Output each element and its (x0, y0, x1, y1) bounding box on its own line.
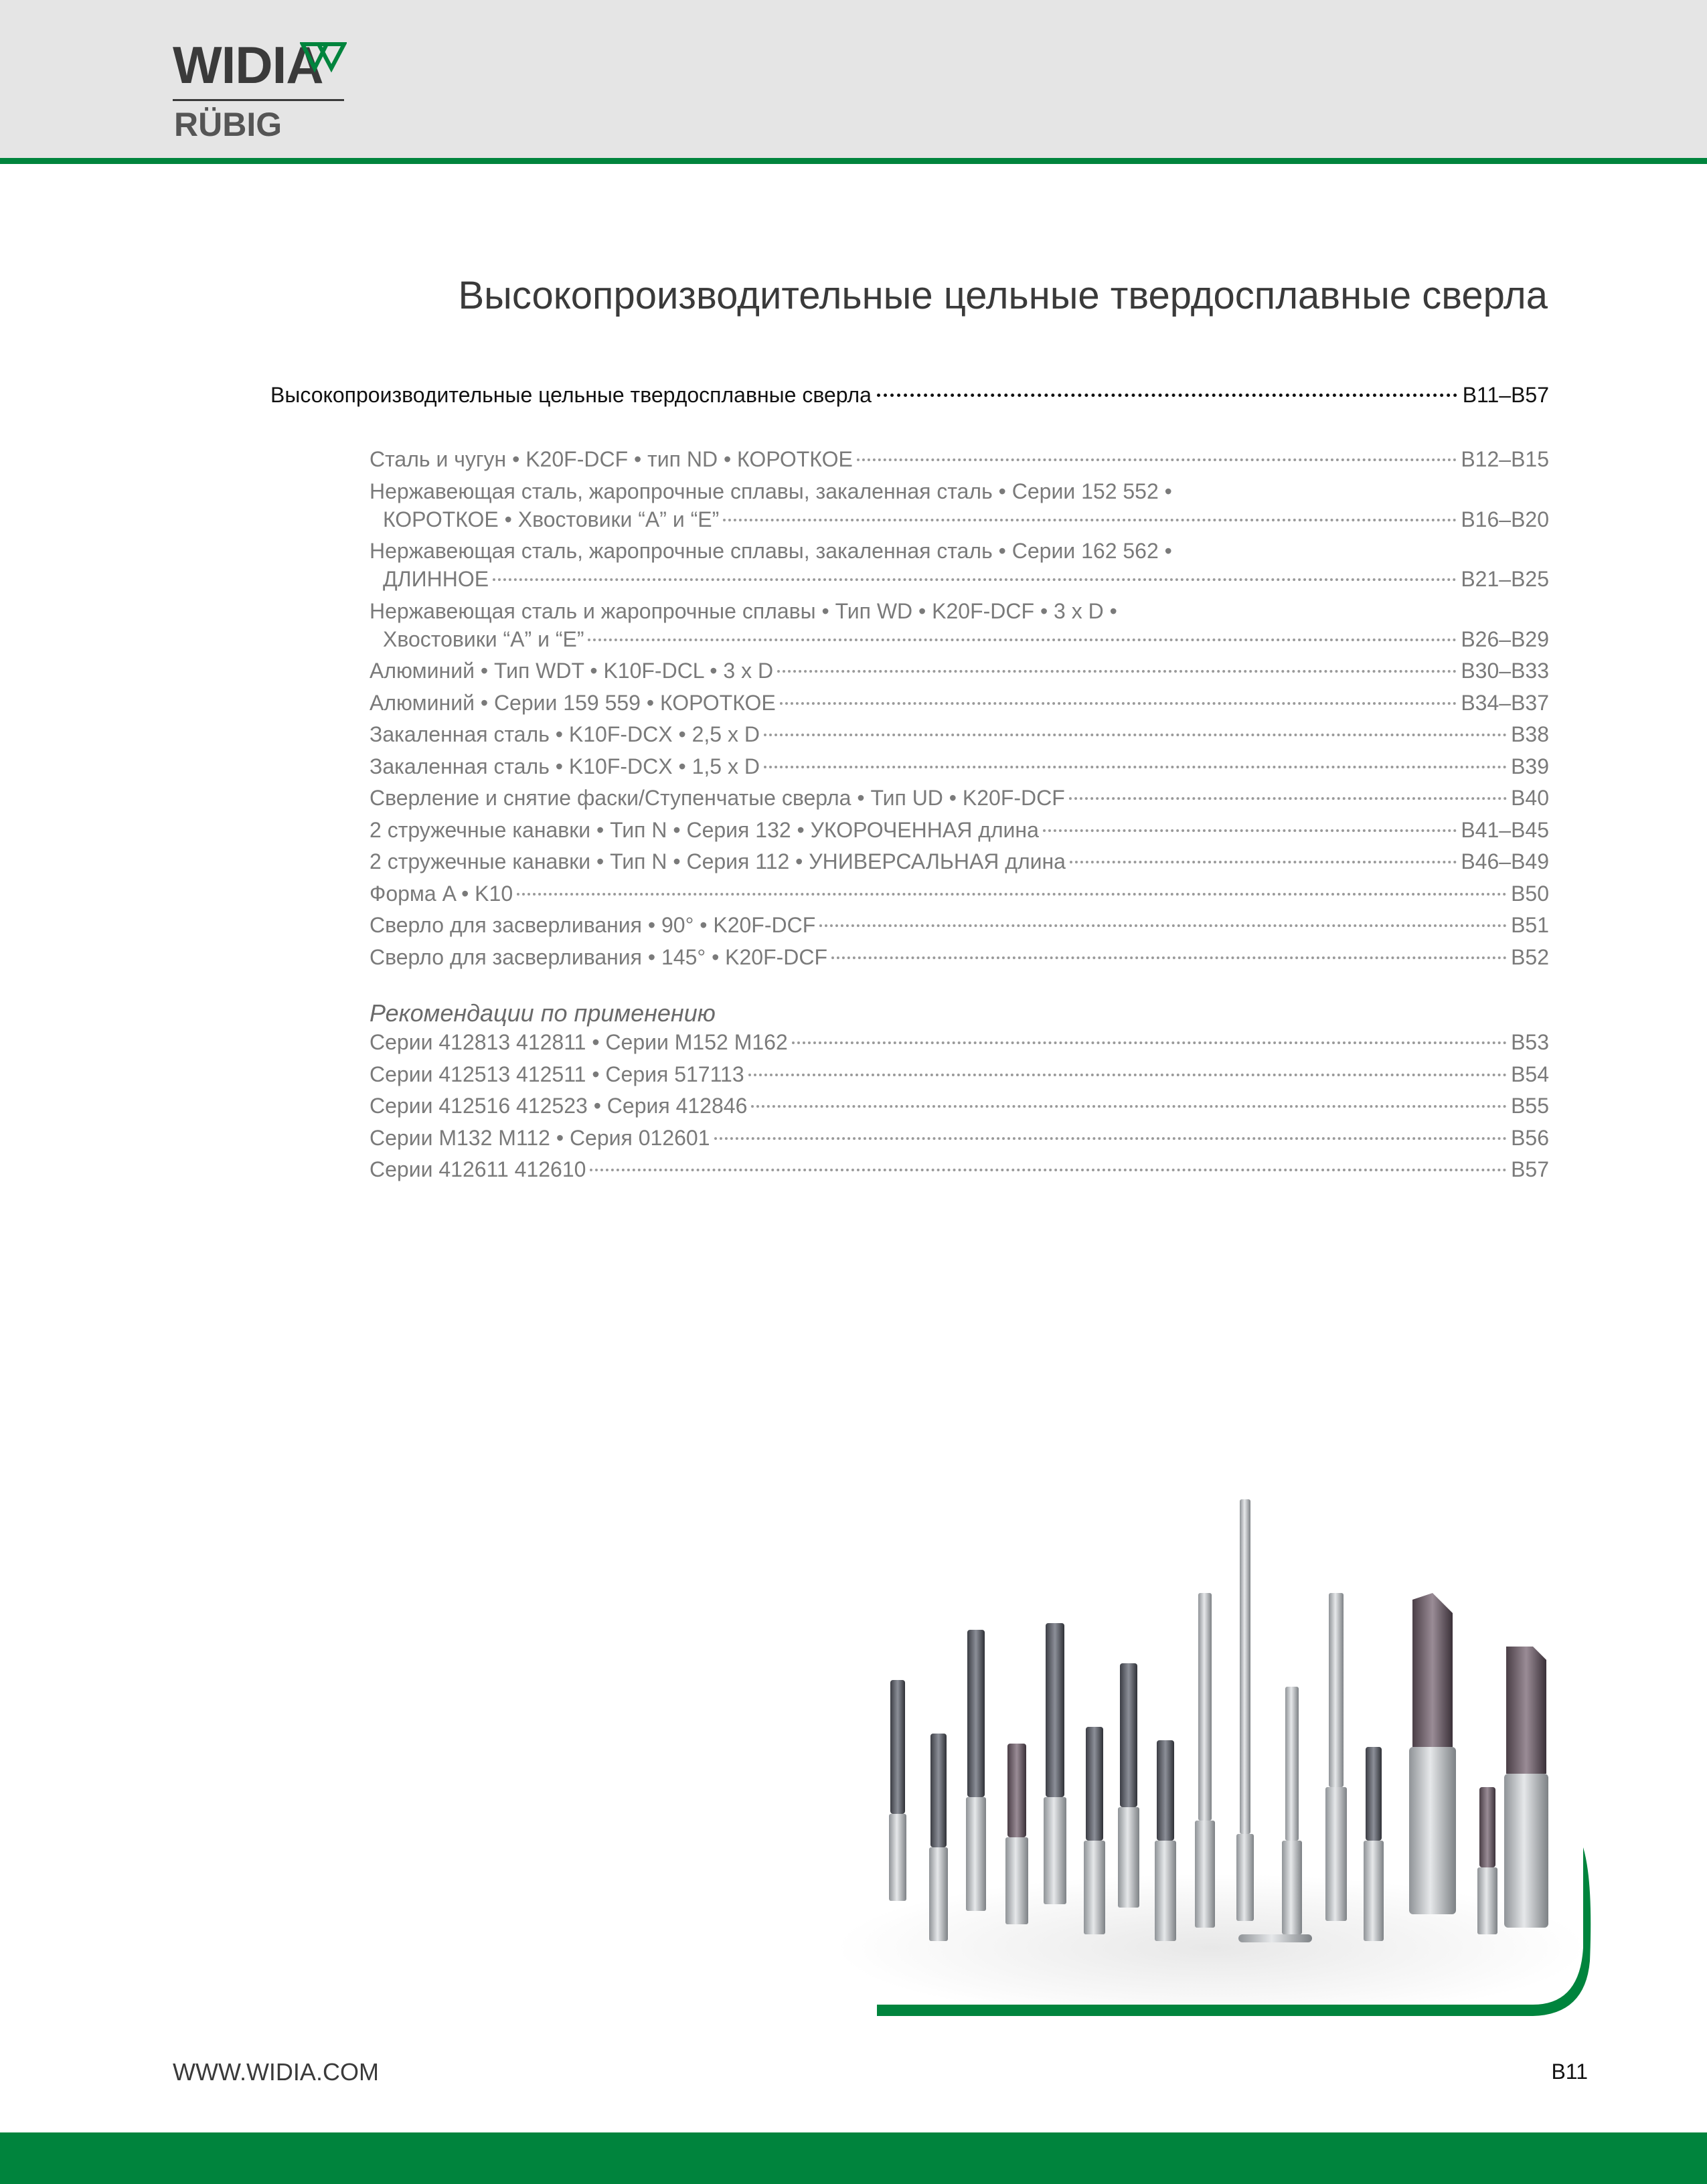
toc-entry-page: B38 (1511, 722, 1549, 746)
toc-leader-dots (723, 519, 1457, 521)
toc-entry[interactable] (370, 1157, 1549, 1189)
toc-leader-dots (493, 578, 1457, 581)
toc-entry[interactable] (370, 786, 1549, 818)
toc-entry-page: B41–B45 (1461, 817, 1549, 842)
toc-entry-label: КОРОТКОЕ • Хвостовики “A” и “E” (383, 507, 720, 531)
toc-entry[interactable] (370, 691, 1549, 723)
toc-entry-page: B39 (1511, 754, 1549, 778)
toc-entry[interactable] (370, 754, 1549, 786)
toc-entry-page: B56 (1511, 1125, 1549, 1150)
toc-entry[interactable] (370, 881, 1549, 914)
toc-entry-label: Серии 412813 412811 • Серии M152 M162 (370, 1030, 788, 1054)
toc-leader-dots (1043, 829, 1457, 832)
toc-entry[interactable] (370, 849, 1549, 881)
toc-entry-page: B51 (1511, 913, 1549, 937)
toc-entry[interactable] (370, 1062, 1549, 1094)
toc-leader-dots (1070, 861, 1457, 863)
toc-entry-page: B30–B33 (1461, 659, 1549, 683)
toc-entry-label: Алюминий • Серии 159 559 • КОРОТКОЕ (370, 690, 776, 715)
toc-leader-dots (831, 956, 1507, 959)
toc-entry-label: Сверло для засверливания • 145° • K20F-DCF (370, 944, 828, 969)
toc-leader-dots (877, 394, 1457, 397)
toc-entry-line2[interactable] (370, 507, 1549, 539)
toc-entry-page: B54 (1511, 1062, 1549, 1086)
toc-entry-page: B57 (1511, 1157, 1549, 1181)
toc-leader-dots (748, 1074, 1507, 1076)
toc-entry-page: B50 (1511, 881, 1549, 906)
toc-entry-label: Нержавеющая сталь, жаропрочные сплавы, закаленная сталь • Серии 152 552 • (370, 479, 1172, 503)
toc-entry[interactable] (370, 1030, 1549, 1062)
toc-entry-page: B12–B15 (1461, 447, 1549, 471)
toc-main-page: B11–B57 (1462, 383, 1549, 407)
toc-entry[interactable] (370, 818, 1549, 850)
page-title: Высокопроизводительные цельные твердосплавные сверла (458, 274, 1548, 317)
toc-entry-page: B52 (1511, 944, 1549, 969)
toc-leader-dots (764, 766, 1507, 768)
toc-entry-label: Серии 412513 412511 • Серия 517113 (370, 1062, 744, 1086)
drills-product-photo (837, 1479, 1593, 2035)
toc-entry-label: Закаленная сталь • K10F-DCX • 2,5 x D (370, 722, 760, 746)
toc-leader-dots (792, 1041, 1507, 1044)
toc-entry-label: ДЛИННОЕ (383, 567, 489, 591)
toc-leader-dots (517, 893, 1507, 896)
toc-entry-label: Алюминий • Тип WDT • K10F-DCL • 3 x D (370, 659, 774, 683)
toc-entry-label: Сверление и снятие фаски/Ступенчатые сверла • Тип UD • K20F-DCF (370, 786, 1065, 810)
logo-wordmark-widia: WIDIA (173, 35, 323, 94)
toc-entry-page: B16–B20 (1461, 507, 1549, 531)
toc-main-label: Высокопроизводительные цельные твердосплавные сверла (270, 383, 872, 407)
toc-entry-page: B34–B37 (1461, 690, 1549, 715)
toc-list (370, 447, 1549, 1189)
toc-leader-dots (714, 1137, 1508, 1140)
toc-leader-dots (590, 1169, 1507, 1171)
toc-entry[interactable] (370, 1126, 1549, 1158)
toc-entry-label: Серии 412516 412523 • Серия 412846 (370, 1094, 748, 1118)
toc-leader-dots (857, 458, 1457, 461)
toc-entry-page: B40 (1511, 786, 1549, 810)
recommendations-heading: Рекомендации по применению (370, 999, 716, 1027)
toc-entry-line2[interactable] (370, 627, 1549, 659)
toc-entry[interactable] (370, 659, 1549, 691)
toc-entry-label: Нержавеющая сталь и жаропрочные сплавы • Тип WD • K20F-DCF • 3 x D • (370, 598, 1117, 623)
toc-entry-line1[interactable] (370, 479, 1549, 507)
logo-wordmark-rubig: RÜBIG (174, 106, 282, 143)
toc-entry-page: B53 (1511, 1030, 1549, 1054)
toc-entry-label: Серии 412611 412610 (370, 1157, 586, 1181)
footer-green-band (0, 2132, 1707, 2184)
toc-leader-dots (751, 1105, 1507, 1108)
toc-entry-page: B55 (1511, 1094, 1549, 1118)
toc-leader-dots (819, 924, 1507, 927)
logo-divider (173, 99, 344, 101)
toc-entry-label: Форма A • K10 (370, 881, 513, 906)
toc-entry-line2[interactable] (370, 567, 1549, 599)
header-green-rule (0, 158, 1707, 164)
toc-entry[interactable] (370, 945, 1549, 977)
toc-entry-page: B46–B49 (1461, 849, 1549, 873)
toc-entry-label: 2 стружечные канавки • Тип N • Серия 112 • УНИВЕРСАЛЬНАЯ длина (370, 849, 1066, 873)
toc-entry[interactable] (370, 722, 1549, 754)
toc-entry[interactable] (370, 913, 1549, 945)
toc-leader-dots (764, 734, 1507, 736)
toc-entry-label: Хвостовики “A” и “E” (383, 626, 584, 651)
toc-entry-label: Сталь и чугун • K20F-DCF • тип ND • КОРОТКОЕ (370, 447, 853, 471)
toc-leader-dots (780, 702, 1457, 705)
toc-entry[interactable] (370, 1094, 1549, 1126)
toc-entry-page: B26–B29 (1461, 626, 1549, 651)
widia-triangle-icon (300, 40, 347, 74)
toc-entry-label: Закаленная сталь • K10F-DCX • 1,5 x D (370, 754, 760, 778)
toc-leader-dots (1069, 797, 1507, 800)
toc-main-entry[interactable] (270, 383, 1549, 416)
widia-rubig-logo[interactable] (173, 35, 348, 149)
toc-entry-page: B21–B25 (1461, 567, 1549, 591)
toc-entry-label: Серии M132 M112 • Серия 012601 (370, 1125, 710, 1150)
toc-entry-line1[interactable] (370, 599, 1549, 627)
toc-entry-label: Сверло для засверливания • 90° • K20F-DCF (370, 913, 816, 937)
toc-entry-label: 2 стружечные канавки • Тип N • Серия 132 • УКОРОЧЕННАЯ длина (370, 817, 1039, 842)
toc-leader-dots (777, 670, 1457, 673)
footer-page-number: B11 (1551, 2060, 1588, 2084)
toc-entry-line1[interactable] (370, 539, 1549, 567)
toc-leader-dots (588, 639, 1457, 641)
footer-website-link[interactable]: WWW.WIDIA.COM (173, 2058, 379, 2086)
toc-entry[interactable] (370, 447, 1549, 479)
toc-entry-label: Нержавеющая сталь, жаропрочные сплавы, закаленная сталь • Серии 162 562 • (370, 539, 1172, 563)
